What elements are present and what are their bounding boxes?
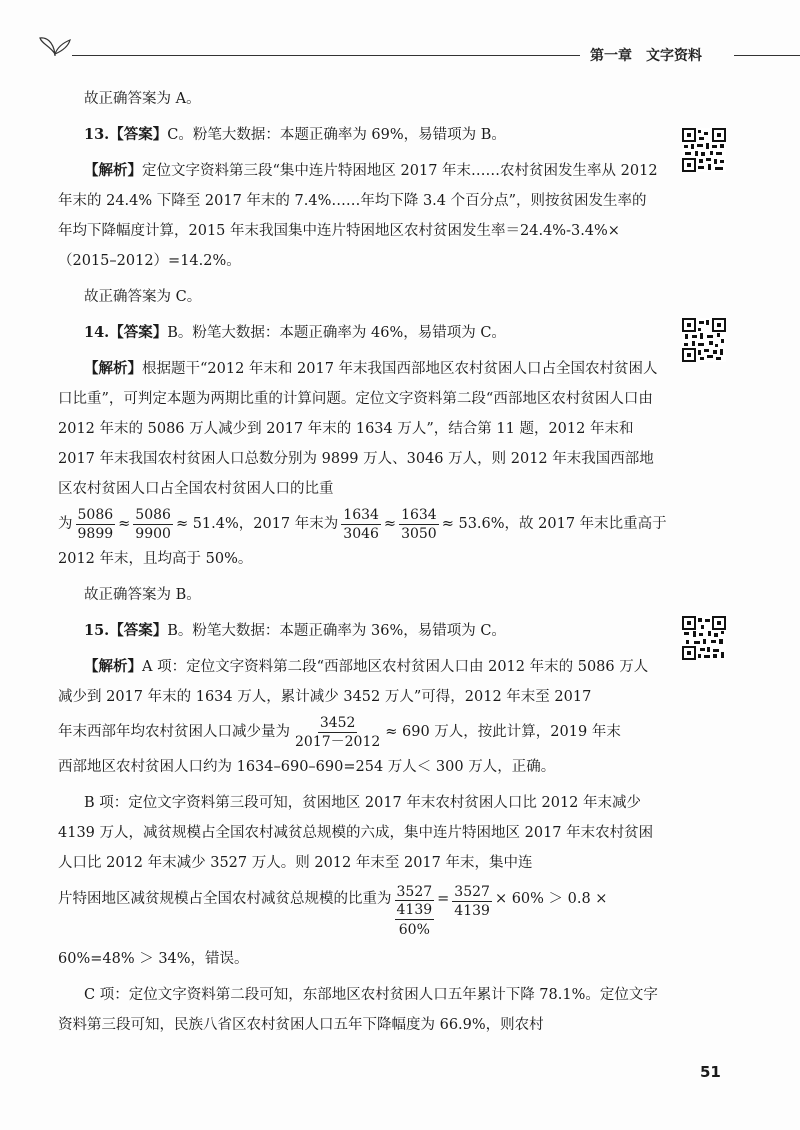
q14-formula-line: 为 $\frac{5086}{9899}$ ≈ $\frac{5086}{9900}$ ≈ 51.4%，2017 年末为 $\frac{1634}{3046}$ ≈ $\frac{1634}{3050}$ ≈ 53.6%，故 2017 年末比重高于 xyxy=(58,506,667,542)
q13-answer: 13.【答案】C。粉笔大数据：本题正确率为 69%，易错项为 B。 xyxy=(84,126,506,143)
fraction: $\frac{5086}{9900}$ xyxy=(135,506,171,542)
header-rule-right xyxy=(734,55,800,56)
q15-answer: 15.【答案】B。粉笔大数据：本题正确率为 36%，易错项为 C。 xyxy=(84,622,506,639)
fraction: $\frac{3452}{2017-2012}$ xyxy=(295,714,381,750)
header-rule-left xyxy=(72,55,580,56)
q15-a-conclusion: 西部地区农村贫困人口约为 1634–690–690=254 万人＜ 300 万人，正确。 xyxy=(58,759,556,775)
answer-line: 故正确答案为 B。 xyxy=(84,587,201,603)
qr-code-icon[interactable] xyxy=(682,318,726,362)
chapter-title: 文字资料 xyxy=(646,48,702,64)
qr-code-icon[interactable] xyxy=(682,616,726,660)
analysis-tag: 【解析】 xyxy=(84,162,142,179)
answer-tag: 14.【答案】 xyxy=(84,324,168,341)
q15-c-analysis: C 项：定位文字资料第二段可知，东部地区农村贫困人口五年累计下降 78.1%。定位文字资料第三段可知，民族八省区农村贫困人口五年下降幅度为 66.9%，则农村 xyxy=(58,987,658,1033)
fraction: $\frac{3527}{4139}$ xyxy=(454,884,490,919)
leaf-icon xyxy=(38,34,72,56)
answer-line: 故正确答案为 A。 xyxy=(84,91,201,107)
q14-conclusion: 2012 年末，且均高于 50%。 xyxy=(58,551,253,567)
answer-tag: 13.【答案】 xyxy=(84,126,168,143)
fraction: $\frac{1634}{3050}$ xyxy=(401,506,437,542)
chapter-number: 第一章 xyxy=(590,48,632,64)
q15-b-formula-line: 片特困地区减贫规模占全国农村减贫总规模的比重为 3527 4139 60% = $\frac{3527}{4139}$ × 60% ＞ 0.8 × xyxy=(58,884,608,938)
answer-tag: 15.【答案】 xyxy=(84,622,168,639)
q13-analysis: 【解析】定位文字资料第三段“集中连片特困地区 2017 年末……农村贫困发生率从 2012 年末的 24.4% 下降至 2017 年末的 7.4%……年均下降 3.4 个百分点”，则按贫困发生率的年均下降幅度计算，2015 年末我国集中连片特困地区农村贫困发生率＝24.4%-3.4%×（2015–2012）=14.2%。 xyxy=(58,162,658,269)
q15-b-conclusion: 60%=48% ＞ 34%，错误。 xyxy=(58,951,249,967)
analysis-tag: 【解析】 xyxy=(84,658,142,675)
q14-answer: 14.【答案】B。粉笔大数据：本题正确率为 46%，易错项为 C。 xyxy=(84,324,506,341)
compound-fraction: 3527 4139 60% xyxy=(396,884,433,938)
analysis-tag: 【解析】 xyxy=(84,360,142,377)
q15-formula-line: 年末西部年均农村贫困人口减少量为 $\frac{3452}{2017-2012}$ ≈ 690 万人，按此计算，2019 年末 xyxy=(58,714,621,750)
chapter-heading xyxy=(590,45,702,65)
page-header xyxy=(0,28,800,68)
q14-analysis: 【解析】根据题干“2012 年末和 2017 年末我国西部地区农村贫困人口占全国农村贫困人口比重”，可判定本题为两期比重的计算问题。定位文字资料第二段“西部地区农村贫困人口由 2012 年末的 5086 万人减少到 2017 年末的 1634 万人”，结合第 11 题，2012 年末和 2017 年末我国农村贫困人口总数分别为 9899 万人、3046 万人，则 2012 年末我国西部地区农村贫困人口占全国农村贫困人口的比重 xyxy=(58,360,658,497)
fraction: $\frac{5086}{9899}$ xyxy=(77,506,114,542)
page-number: 51 xyxy=(700,1063,721,1081)
fraction: $\frac{1634}{3046}$ xyxy=(343,506,379,542)
qr-code-icon[interactable] xyxy=(682,128,726,172)
q15-b-analysis: B 项：定位文字资料第三段可知，贫困地区 2017 年末农村贫困人口比 2012 年末减少 4139 万人，减贫规模占全国农村减贫总规模的六成，集中连片特困地区 2017 年末农村贫困人口比 2012 年末减少 3527 万人。则 2012 年末至 2017 年末，集中连 xyxy=(58,795,654,871)
answer-line: 故正确答案为 C。 xyxy=(84,289,202,305)
page-content xyxy=(58,84,667,1040)
q15-analysis: 【解析】A 项：定位文字资料第二段“西部地区农村贫困人口由 2012 年末的 5086 万人减少到 2017 年末的 1634 万人，累计减少 3452 万人”可得，2012 年末至 2017 xyxy=(58,658,649,705)
